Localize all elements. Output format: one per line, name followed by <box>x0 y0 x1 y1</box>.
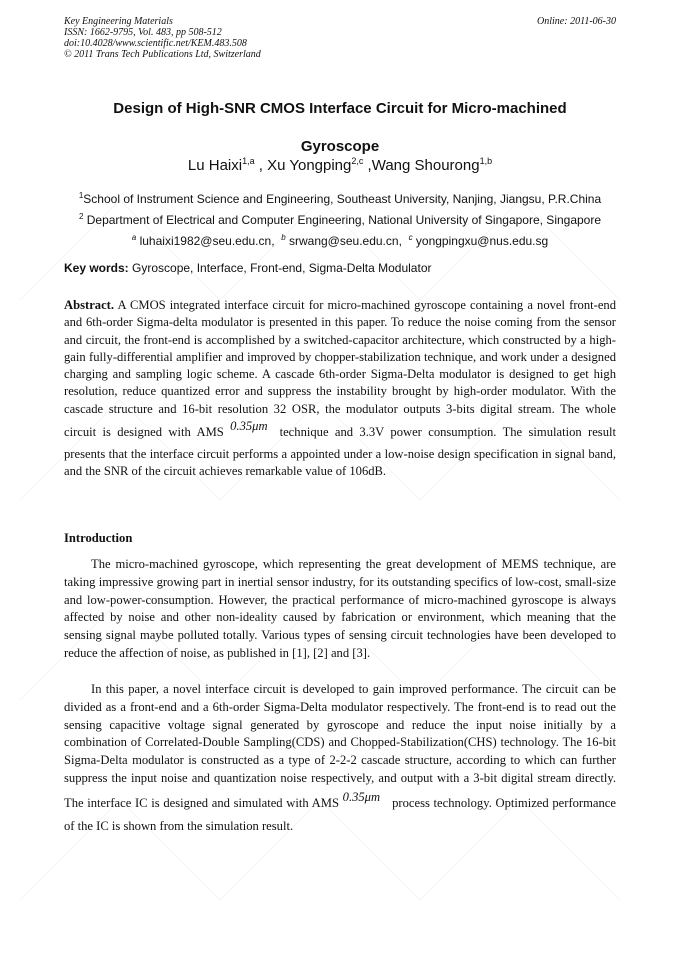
paper-title <box>64 90 616 166</box>
section-heading-introduction: Introduction <box>64 531 133 545</box>
email-line <box>64 229 616 250</box>
abstract-ams: AMS <box>196 425 224 440</box>
affiliation-2 <box>64 208 616 229</box>
doi-line: doi:10.4028/www.scientific.net/KEM.483.508 <box>64 38 247 49</box>
abstract-label: Abstract. <box>64 298 115 312</box>
journal-header <box>64 16 616 60</box>
author-2: , Xu Yongping <box>254 157 352 174</box>
intro-unit: 0.35μm <box>342 789 381 804</box>
author-1-affil: 1,a <box>242 156 255 166</box>
intro-paragraph-2a: In this paper, a novel interface circuit is developed to gain improved performance. The circuit can be divided as a front-end and a 6th-order Sigma-Delta modulator respectively. The front-end is to read out the sensing capacitive voltage signal generated by gyroscope and reduce the input noise initially by a combination of Correlated-Double Sampling(CDS) and Chopped-Stabilization(CHS) technology. The 16-bit Sigma-Delta modulator is constructed as a type of 2-2-2 cascade structure, according to which can further suppress the input noise and quantization noise respectively, and output with a 3-bit digital stream directly. The interface IC is designed and simulated with <box>64 682 616 810</box>
keywords-text: Gyroscope, Interface, Front-end, Sigma-Delta Modulator <box>128 261 432 275</box>
abstract-unit: 0.35μm <box>230 419 268 434</box>
intro-paragraph-2 <box>64 681 616 836</box>
affiliations <box>64 187 616 250</box>
abstract-part-1: A CMOS integrated interface circuit for micro-machined gyroscope containing a novel front-end and 6th-order Sigma-delta modulator is presented in this paper. To reduce the noise coming from the sensor and circuit, the front-end is accomplished by a switched-capacitor architecture, which constructed by a high-gain fully-differential amplifier and improved by chopper-stabilization technique, and work under a designed charging and sampling logic scheme. A cascade 6th-order Sigma-Delta modulator is designed to get high resolution, reduce quantized error and suppress the instability brought by high-order modulator. With the cascade structure and 16-bit resolution 32 OSR, the modulator outputs 3-bits digital stream. The whole circuit is designed with <box>64 298 616 440</box>
email-b-mark: b <box>281 233 286 242</box>
author-2-affil: 2,c <box>351 156 364 166</box>
affiliation-1-mark: 1 <box>78 191 84 200</box>
intro-paragraph-1: The micro-machined gyroscope, which representing the great development of MEMS technique, are taking impressive growing part in inertial sensor industry, for its outstanding specifics of low-cost, small-size and low-power-consumption. However, the practical performance of micro-machined gyroscope is always affected by noise and other non-ideality caused by fabrication or environment, which meaning that the sensing signal maybe polluted totally. Various types of sensing circuit technologies have been developed to reduce the affection of noise, as published in [1], [2] and [3]. <box>64 557 616 660</box>
author-1: Lu Haixi <box>187 157 243 174</box>
title-line-2: Gyroscope <box>300 138 380 155</box>
copyright-line: © 2011 Trans Tech Publications Ltd, Switzerland <box>64 49 261 60</box>
affiliation-1 <box>64 187 616 208</box>
keywords <box>64 261 616 275</box>
author-list <box>64 156 616 174</box>
affiliation-2-text: Department of Electrical and Computer Engineering, National University of Singapore, Singapore <box>83 213 602 227</box>
abstract-part-2: technique and 3.3V power consumption. The simulation result presents that the interface circuit performs a appointed under a low-noise design specification in signal band, and the SNR of the circuit achieves remarkable value of 106dB. <box>64 425 617 479</box>
abstract <box>64 297 616 481</box>
intro-ams: AMS <box>311 795 339 810</box>
online-date: Online: 2011-06-30 <box>537 16 616 27</box>
issn-line: ISSN: 1662-9795, Vol. 483, pp 508-512 <box>64 27 222 38</box>
email-c-mark: c <box>408 233 413 242</box>
affiliation-2-mark: 2 <box>78 212 84 221</box>
author-3: ,Wang Shourong <box>363 157 480 174</box>
title-line-1: Design of High-SNR CMOS Interface Circuit for Micro-machined <box>113 100 567 117</box>
email-a[interactable]: luhaixi1982@seu.edu.cn, <box>136 234 275 248</box>
email-c[interactable]: yongpingxu@nus.edu.sg <box>412 234 549 248</box>
email-a-mark: a <box>131 233 137 242</box>
affiliation-1-text: School of Instrument Science and Engineering, Southeast University, Nanjing, Jiangsu, P.R.China <box>83 192 602 206</box>
journal-name: Key Engineering Materials <box>64 16 173 27</box>
email-b[interactable]: srwang@seu.edu.cn, <box>285 234 402 248</box>
author-3-affil: 1,b <box>479 156 493 166</box>
intro-paragraph-2b: process technology. Optimized performance of the IC is shown from the simulation result. <box>64 795 616 833</box>
keywords-label: Key words: <box>64 261 129 275</box>
